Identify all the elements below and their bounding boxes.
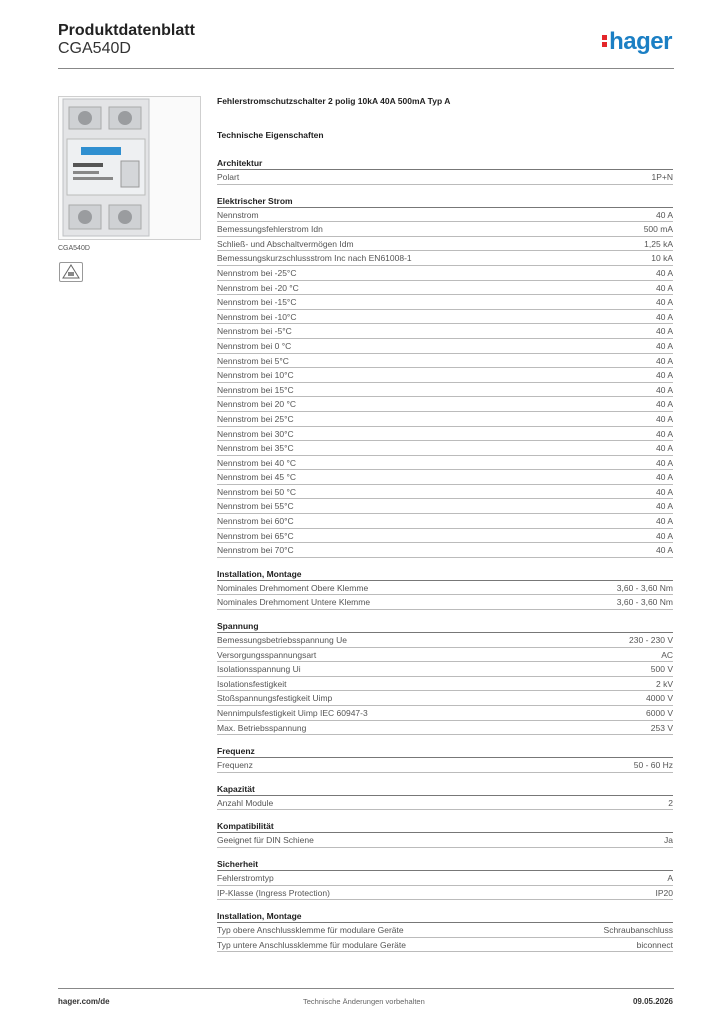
spec-row bbox=[217, 581, 673, 596]
spec-row bbox=[217, 470, 673, 485]
spec-value: 2 bbox=[668, 797, 673, 808]
spec-value: biconnect bbox=[636, 939, 673, 950]
product-code: CGA540D bbox=[58, 40, 131, 57]
spec-section bbox=[217, 857, 673, 900]
spec-row bbox=[217, 543, 673, 558]
spec-label: Nennstrom bei -25°C bbox=[217, 267, 297, 278]
footer-divider bbox=[58, 988, 674, 989]
section-title: Frequenz bbox=[217, 744, 673, 758]
spec-label: Nennstrom bei -5°C bbox=[217, 326, 292, 337]
spec-label: Frequenz bbox=[217, 760, 253, 771]
spec-value: 40 A bbox=[655, 530, 673, 541]
spec-row bbox=[217, 721, 673, 736]
spec-value: 3,60 - 3,60 Nm bbox=[616, 582, 673, 593]
section-title: Elektrischer Strom bbox=[217, 194, 673, 208]
spec-value: AC bbox=[661, 649, 673, 660]
spec-label: Nennstrom bei -10°C bbox=[217, 311, 297, 322]
spec-row bbox=[217, 251, 673, 266]
spec-value: 40 A bbox=[655, 355, 673, 366]
spec-row bbox=[217, 886, 673, 901]
spec-label: Polart bbox=[217, 172, 240, 182]
spec-row bbox=[217, 281, 673, 296]
spec-row bbox=[217, 222, 673, 237]
spec-row bbox=[217, 691, 673, 706]
spec-row bbox=[217, 833, 673, 848]
spec-label: Nennstrom bbox=[217, 209, 259, 220]
spec-row bbox=[217, 310, 673, 325]
spec-row bbox=[217, 266, 673, 281]
spec-section bbox=[217, 156, 673, 185]
spec-value: 2 kV bbox=[655, 678, 673, 689]
spec-label: Nennstrom bei 5°C bbox=[217, 355, 289, 366]
logo-dots-icon bbox=[602, 33, 607, 49]
spec-label: Max. Betriebsspannung bbox=[217, 722, 307, 733]
spec-row bbox=[217, 499, 673, 514]
spec-label: Nennstrom bei 25°C bbox=[217, 413, 294, 424]
spec-value: 40 A bbox=[655, 472, 673, 483]
spec-label: Versorgungsspannungsart bbox=[217, 649, 317, 660]
spec-label: Bemessungskurzschlussstrom Inc nach EN61008-1 bbox=[217, 253, 412, 264]
spec-row bbox=[217, 529, 673, 544]
spec-value: 40 A bbox=[655, 282, 673, 293]
spec-row bbox=[217, 677, 673, 692]
product-name: Fehlerstromschutzschalter 2 polig 10kA 40A 500mA Typ A bbox=[217, 96, 451, 106]
spec-label: Nennstrom bei 20 °C bbox=[217, 399, 296, 410]
spec-row bbox=[217, 595, 673, 610]
spec-label: Nennstrom bei 55°C bbox=[217, 501, 294, 512]
hager-logo: hager bbox=[602, 28, 672, 56]
spec-label: Stoßspannungsfestigkeit Uimp bbox=[217, 693, 333, 704]
spec-label: Schließ- und Abschaltvermögen Idm bbox=[217, 238, 354, 249]
technical-properties-heading: Technische Eigenschaften bbox=[217, 130, 324, 140]
spec-label: Typ untere Anschlussklemme für modulare Geräte bbox=[217, 939, 406, 950]
spec-value: Schraubanschluss bbox=[603, 925, 673, 936]
spec-value: 40 A bbox=[655, 370, 673, 381]
product-image bbox=[58, 96, 201, 240]
document-title: Produktdatenblatt bbox=[58, 22, 195, 39]
spec-label: Nennstrom bei -20 °C bbox=[217, 282, 299, 293]
spec-value: 500 V bbox=[650, 664, 673, 675]
spec-label: Nennstrom bei 35°C bbox=[217, 443, 294, 454]
spec-label: Bemessungsfehlerstrom Idn bbox=[217, 224, 323, 235]
spec-row bbox=[217, 871, 673, 886]
spec-section bbox=[217, 567, 673, 610]
spec-label: Nennstrom bei 70°C bbox=[217, 545, 294, 556]
spec-value: 40 A bbox=[655, 297, 673, 308]
spec-value: 40 A bbox=[655, 443, 673, 454]
spec-value: 40 A bbox=[655, 413, 673, 424]
spec-value: IP20 bbox=[655, 887, 673, 898]
spec-label: Nennstrom bei 40 °C bbox=[217, 457, 296, 468]
spec-row bbox=[217, 662, 673, 677]
section-title: Kapazität bbox=[217, 782, 673, 796]
section-title: Spannung bbox=[217, 619, 673, 633]
spec-label: Nennstrom bei 0 °C bbox=[217, 340, 292, 351]
spec-label: Fehlerstromtyp bbox=[217, 872, 274, 883]
spec-row bbox=[217, 368, 673, 383]
spec-label: Nennstrom bei 45 °C bbox=[217, 472, 296, 483]
image-caption: CGA540D bbox=[58, 245, 90, 252]
section-title: Installation, Montage bbox=[217, 567, 673, 581]
spec-value: 230 - 230 V bbox=[629, 635, 673, 646]
spec-label: Nennstrom bei 65°C bbox=[217, 530, 294, 541]
spec-value: 40 A bbox=[655, 267, 673, 278]
spec-value: 40 A bbox=[655, 428, 673, 439]
spec-row bbox=[217, 208, 673, 223]
spec-value: 40 A bbox=[655, 501, 673, 512]
spec-section bbox=[217, 909, 673, 952]
spec-value: 253 V bbox=[650, 722, 673, 733]
spec-value: 40 A bbox=[655, 384, 673, 395]
spec-section bbox=[217, 819, 673, 848]
spec-section bbox=[217, 744, 673, 773]
spec-label: Isolationsfestigkeit bbox=[217, 678, 287, 689]
spec-label: Anzahl Module bbox=[217, 797, 274, 808]
spec-value: A bbox=[667, 872, 673, 883]
spec-label: Nennstrom bei -15°C bbox=[217, 297, 297, 308]
spec-value: Ja bbox=[664, 835, 673, 846]
section-title: Installation, Montage bbox=[217, 909, 673, 923]
page-header bbox=[58, 22, 674, 72]
spec-section bbox=[217, 782, 673, 811]
spec-row bbox=[217, 796, 673, 811]
spec-row bbox=[217, 648, 673, 663]
certification-mark-icon bbox=[59, 262, 83, 282]
spec-value: 40 A bbox=[655, 457, 673, 468]
spec-row bbox=[217, 295, 673, 310]
footer-notice: Technische Änderungen vorbehalten bbox=[303, 997, 425, 1006]
spec-row bbox=[217, 758, 673, 773]
spec-value: 1,25 kA bbox=[644, 238, 673, 249]
spec-value: 1P+N bbox=[651, 172, 673, 182]
spec-label: Geeignet für DIN Schiene bbox=[217, 835, 314, 846]
spec-value: 50 - 60 Hz bbox=[633, 760, 673, 771]
spec-value: 40 A bbox=[655, 516, 673, 527]
spec-value: 40 A bbox=[655, 326, 673, 337]
spec-value: 4000 V bbox=[646, 693, 673, 704]
spec-value: 40 A bbox=[655, 311, 673, 322]
footer-date: 09.05.2026 bbox=[632, 997, 673, 1006]
spec-label: Nominales Drehmoment Untere Klemme bbox=[217, 597, 371, 608]
spec-row bbox=[217, 237, 673, 252]
spec-row bbox=[217, 938, 673, 953]
spec-label: IP-Klasse (Ingress Protection) bbox=[217, 887, 330, 898]
spec-row bbox=[217, 412, 673, 427]
rcd-device-icon bbox=[59, 97, 200, 239]
spec-row bbox=[217, 397, 673, 412]
header-divider bbox=[58, 68, 674, 69]
spec-row bbox=[217, 441, 673, 456]
spec-label: Nennstrom bei 15°C bbox=[217, 384, 294, 395]
spec-row bbox=[217, 354, 673, 369]
spec-row bbox=[217, 514, 673, 529]
spec-value: 500 mA bbox=[643, 224, 673, 235]
spec-row bbox=[217, 383, 673, 398]
spec-label: Nennstrom bei 30°C bbox=[217, 428, 294, 439]
spec-value: 40 A bbox=[655, 209, 673, 220]
footer-website[interactable]: hager.com/de bbox=[58, 997, 110, 1006]
spec-label: Nennstrom bei 10°C bbox=[217, 370, 294, 381]
spec-row bbox=[217, 324, 673, 339]
section-title: Sicherheit bbox=[217, 857, 673, 871]
spec-label: Nennstrom bei 60°C bbox=[217, 516, 294, 527]
spec-row bbox=[217, 923, 673, 938]
product-specifications bbox=[217, 96, 673, 952]
spec-row bbox=[217, 170, 673, 185]
spec-row bbox=[217, 485, 673, 500]
spec-value: 10 kA bbox=[651, 253, 673, 264]
spec-value: 40 A bbox=[655, 340, 673, 351]
spec-row bbox=[217, 633, 673, 648]
spec-sections bbox=[217, 156, 673, 952]
spec-value: 40 A bbox=[655, 486, 673, 497]
section-title: Architektur bbox=[217, 156, 673, 170]
spec-label: Bemessungsbetriebsspannung Ue bbox=[217, 635, 347, 646]
spec-value: 40 A bbox=[655, 399, 673, 410]
spec-row bbox=[217, 456, 673, 471]
spec-label: Nominales Drehmoment Obere Klemme bbox=[217, 582, 369, 593]
spec-row bbox=[217, 706, 673, 721]
spec-row bbox=[217, 427, 673, 442]
spec-value: 40 A bbox=[655, 545, 673, 556]
spec-section bbox=[217, 194, 673, 558]
spec-label: Nennimpulsfestigkeit Uimp IEC 60947-3 bbox=[217, 708, 368, 718]
spec-value: 3,60 - 3,60 Nm bbox=[616, 597, 673, 608]
spec-section bbox=[217, 619, 673, 735]
spec-row bbox=[217, 339, 673, 354]
section-title: Kompatibilität bbox=[217, 819, 673, 833]
spec-label: Isolationsspannung Ui bbox=[217, 664, 301, 675]
spec-label: Typ obere Anschlussklemme für modulare Geräte bbox=[217, 925, 404, 936]
spec-value: 6000 V bbox=[646, 708, 673, 718]
spec-label: Nennstrom bei 50 °C bbox=[217, 486, 296, 497]
